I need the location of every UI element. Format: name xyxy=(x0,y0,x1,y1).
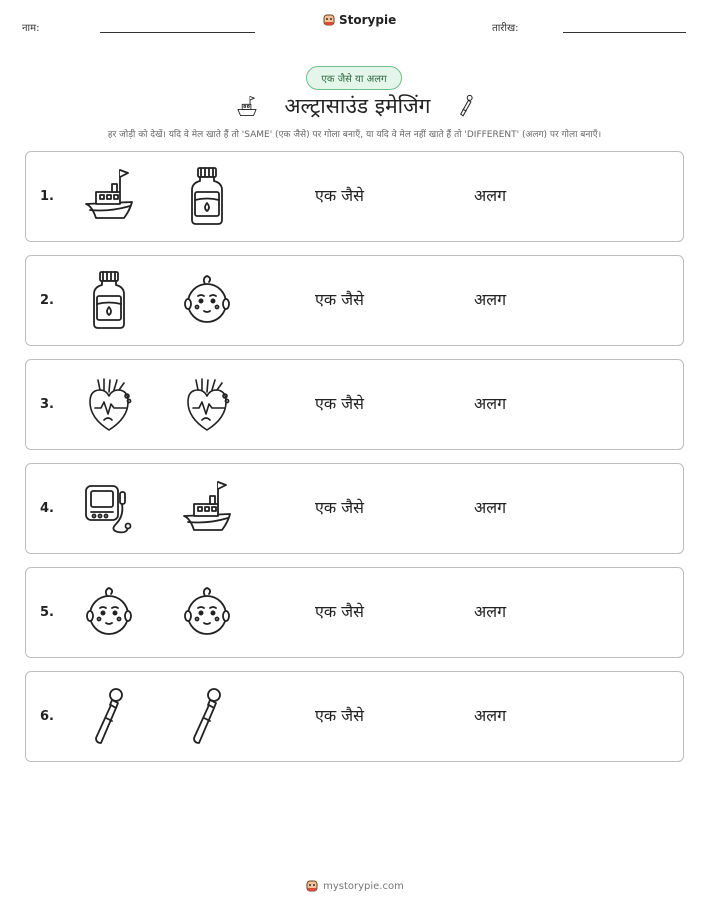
different-option[interactable]: अलग xyxy=(474,602,507,621)
same-option[interactable]: एक जैसे xyxy=(315,706,364,725)
ultrasound-probe-icon xyxy=(455,91,477,121)
title-row xyxy=(0,90,709,122)
brand-name: Storypie xyxy=(339,13,397,27)
question-row xyxy=(25,567,684,658)
question-number: 5. xyxy=(40,605,54,620)
question-row xyxy=(25,359,684,450)
page-title: अल्ट्रासाउंड इमेजिंग xyxy=(284,94,431,118)
probe-icon xyxy=(180,686,234,746)
bottle-icon xyxy=(82,270,136,330)
baby-icon xyxy=(180,270,234,330)
question-row xyxy=(25,671,684,762)
question-row xyxy=(25,463,684,554)
question-number: 6. xyxy=(40,709,54,724)
different-option[interactable]: अलग xyxy=(474,394,507,413)
different-option[interactable]: अलग xyxy=(474,186,507,205)
boat-icon xyxy=(180,478,234,538)
same-option[interactable]: एक जैसे xyxy=(315,602,364,621)
footer-url[interactable]: mystorypie.com xyxy=(323,880,404,892)
storypie-mascot-icon xyxy=(305,879,319,893)
baby-icon xyxy=(180,582,234,642)
different-option[interactable]: अलग xyxy=(474,498,507,517)
date-field-line[interactable] xyxy=(563,32,686,33)
same-option[interactable]: एक जैसे xyxy=(315,498,364,517)
same-option[interactable]: एक जैसे xyxy=(315,186,364,205)
different-option[interactable]: अलग xyxy=(474,290,507,309)
same-option[interactable]: एक जैसे xyxy=(315,290,364,309)
storypie-mascot-icon xyxy=(322,13,336,27)
same-option[interactable]: एक जैसे xyxy=(315,394,364,413)
question-row xyxy=(25,151,684,242)
name-label: नाम: xyxy=(22,23,40,34)
question-number: 3. xyxy=(40,397,54,412)
different-option[interactable]: अलग xyxy=(474,706,507,725)
question-number: 1. xyxy=(40,189,54,204)
question-number: 4. xyxy=(40,501,54,516)
heart-icon xyxy=(82,374,136,434)
probe-icon xyxy=(82,686,136,746)
worksheet-type-badge: एक जैसे या अलग xyxy=(306,66,402,90)
brand-logo xyxy=(322,13,396,27)
heart-icon xyxy=(180,374,234,434)
boat-icon xyxy=(82,166,136,226)
footer xyxy=(0,879,709,893)
question-number: 2. xyxy=(40,293,54,308)
question-row xyxy=(25,255,684,346)
instructions: हर जोड़ी को देखें। यदि वे मेल खाते हैं तो 'SAME' (एक जैसे) पर गोला बनाएँ, या यदि वे मेल नहीं खाते हैं तो 'DIFFERENT' (अलग) पर गोला बनाएँ। xyxy=(107,130,602,140)
baby-icon xyxy=(82,582,136,642)
boat-icon xyxy=(233,93,261,119)
date-label: तारीख: xyxy=(492,23,519,34)
machine-icon xyxy=(82,478,136,538)
name-field-line[interactable] xyxy=(100,32,255,33)
bottle-icon xyxy=(180,166,234,226)
